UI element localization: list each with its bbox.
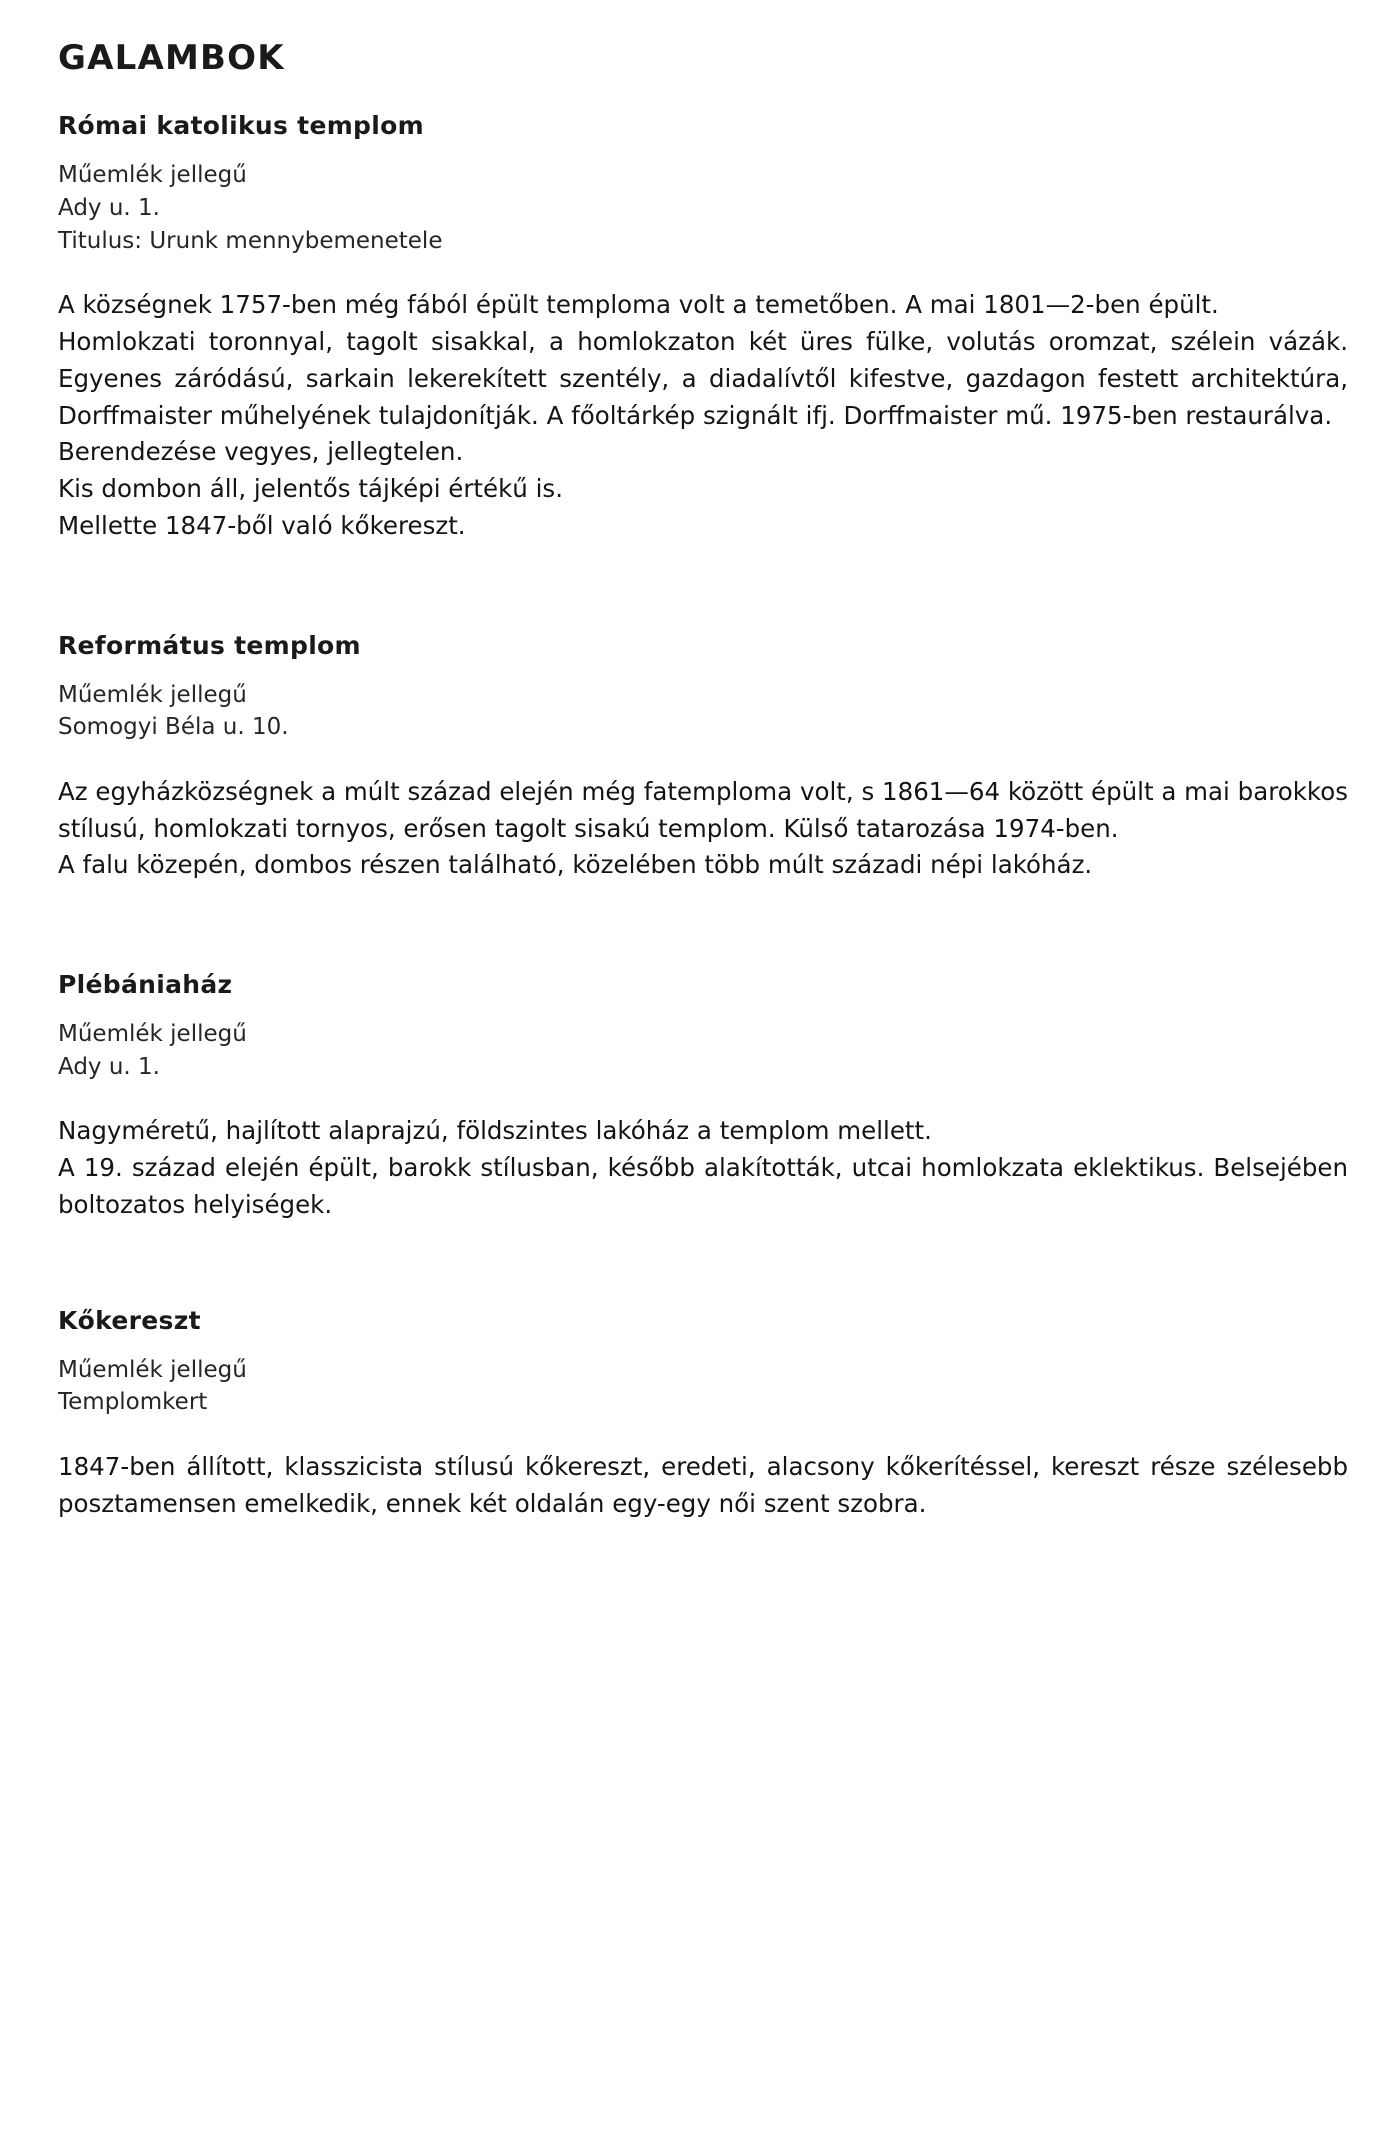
meta-line-address: Ady u. 1.	[58, 195, 160, 222]
paragraph: Nagyméretű, hajlított alaprajzú, földszintes lakóház a templom mellett.	[58, 1116, 932, 1146]
monument-section-parish-house	[58, 970, 1348, 1224]
section-title: Kőkereszt	[58, 1305, 201, 1335]
section-meta	[58, 1018, 1348, 1083]
section-body	[58, 774, 1348, 884]
paragraph: 1847-ben állított, klasszicista stílusú kőkereszt, eredeti, alacsony kőkerítéssel, kereszt része szélesebb posztamensen emelkedik, ennek két oldalán egy-egy női szent szobra.	[58, 1452, 1348, 1518]
meta-line-protection-status: Műemlék jellegű	[58, 162, 247, 189]
section-title: Plébániaház	[58, 970, 233, 1000]
monument-section-roman-catholic-church	[58, 111, 1348, 544]
section-title: Római katolikus templom	[58, 111, 424, 141]
meta-line-titulus: Titulus: Urunk mennybemenetele	[58, 227, 443, 254]
page-title: GALAMBOK	[58, 38, 285, 78]
paragraph: Kis dombon áll, jelentős tájképi értékű is.	[58, 474, 563, 504]
meta-line-protection-status: Műemlék jellegű	[58, 1021, 247, 1048]
paragraph: Mellette 1847-ből való kőkereszt.	[58, 510, 466, 540]
document-content	[58, 40, 1348, 1523]
section-body	[58, 1449, 1348, 1523]
section-meta	[58, 159, 1348, 257]
meta-line-address: Ady u. 1.	[58, 1053, 160, 1080]
paragraph: Berendezése vegyes, jellegtelen.	[58, 437, 464, 467]
meta-line-protection-status: Műemlék jellegű	[58, 681, 247, 708]
section-meta	[58, 679, 1348, 744]
meta-line-protection-status: Műemlék jellegű	[58, 1356, 247, 1383]
section-body	[58, 1113, 1348, 1223]
section-meta	[58, 1354, 1348, 1419]
paragraph: Homlokzati toronnyal, tagolt sisakkal, a homlokzaton két üres fülke, volutás oromzat, szélein vázák. Egyenes záródású, sarkain lekerekített szentély, a diadalívtől kifestve, gazdagon festett architektúra, Dorffmaister műhelyének tulajdonítják. A főoltárkép szignált ifj. Dorffmaister mű. 1975-ben restaurálva.	[58, 327, 1348, 430]
paragraph: Az egyházközségnek a múlt század elején még fatemploma volt, s 1861—64 között épült a mai barokkos stílusú, homlokzati tornyos, erősen tagolt sisakú templom. Külső tatarozása 1974-ben.	[58, 776, 1348, 843]
meta-line-address: Somogyi Béla u. 10.	[58, 714, 289, 741]
section-body	[58, 287, 1348, 544]
paragraph: A falu közepén, dombos részen található, közelében több múlt századi népi lakóház.	[58, 850, 1093, 880]
monument-section-calvinist-church	[58, 631, 1348, 885]
meta-line-location: Templomkert	[58, 1389, 208, 1416]
section-title: Református templom	[58, 630, 361, 660]
paragraph: A 19. század elején épült, barokk stílusban, később alakították, utcai homlokzata eklektikus. Belsejében boltozatos helyiségek.	[58, 1153, 1348, 1219]
paragraph: A községnek 1757-ben még fából épült temploma volt a temetőben. A mai 1801—2-ben épült.	[58, 290, 1219, 320]
monument-section-stone-cross	[58, 1306, 1348, 1523]
